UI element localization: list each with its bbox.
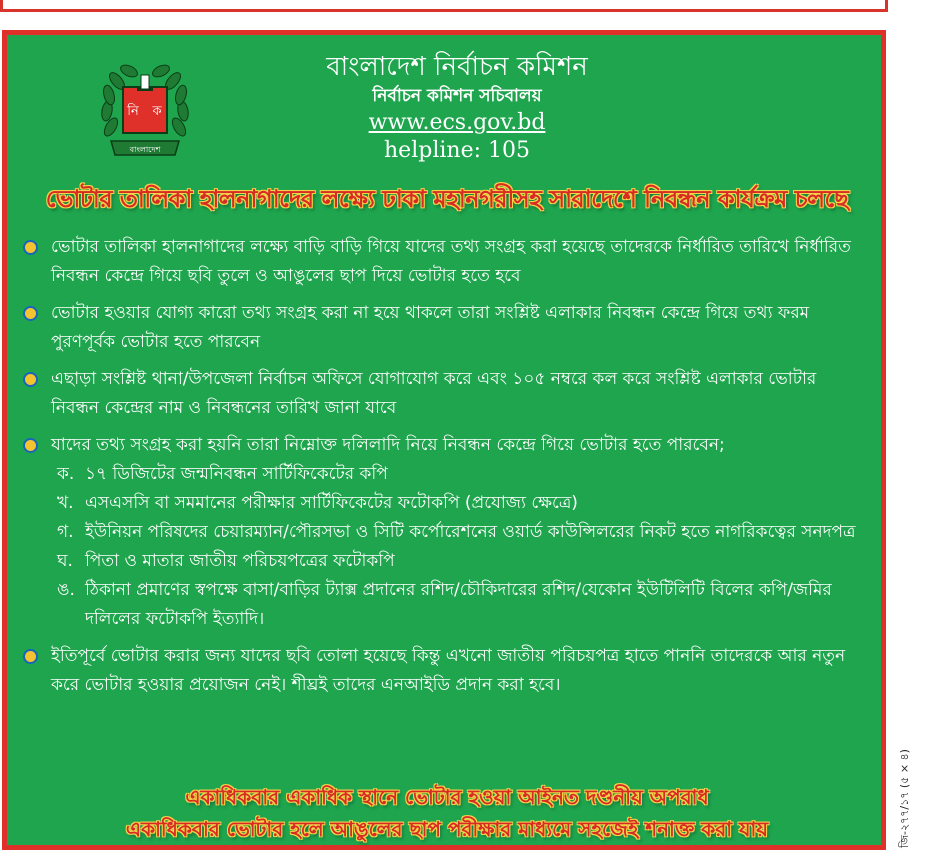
list-item [21, 642, 869, 700]
org-title: বাংলাদেশ নির্বাচন কমিশন [326, 52, 588, 82]
helpline-number: helpline: 105 [384, 138, 530, 163]
website-link[interactable]: www.ecs.gov.bd [368, 110, 546, 135]
instruction-list [21, 233, 869, 708]
list-item [21, 365, 869, 423]
document-mark: ঙ. [57, 580, 75, 600]
list-item-text: ভোটার তালিকা হালনাগাদের লক্ষ্যে বাড়ি বাড়ি গিয়ে যাদের তথ্য সংগ্রহ করা হয়েছে তাদেরকে নির্ধারিত তারিখে নির্ধারিত নিবন্ধন কেন্দ্রে গিয়ে ছবি তুলে ও আঙুলের ছাপ দিয়ে ভোটার হতে হবে [51, 237, 851, 286]
bullet-dot [25, 242, 36, 253]
document-item [51, 547, 869, 576]
document-mark: ক. [57, 464, 75, 484]
bullet-dot [25, 651, 36, 662]
document-item [51, 489, 869, 518]
previous-ad-border [0, 0, 888, 12]
ad-code: জি-২৭৭/১৭ (৫ × ৪) [898, 749, 911, 848]
document-mark: খ. [57, 493, 74, 513]
election-commission-logo [97, 57, 193, 161]
document-item [51, 518, 869, 547]
document-text: ঠিকানা প্রমাণের স্বপক্ষে বাসা/বাড়ির ট্যাক্স প্রদানের রশিদ/চৌকিদারের রশিদ/যেকোন ইউটিলিটি বিলের কপি/জমির দলিলের ফটোকপি ইত্যাদি। [85, 580, 832, 629]
list-item-text: যাদের তথ্য সংগ্রহ করা হয়নি তারা নিম্নোক্ত দলিলাদি নিয়ে নিবন্ধন কেন্দ্রে গিয়ে ভোটার হতে পারবেন; [51, 435, 725, 455]
org-subtitle: নির্বাচন কমিশন সচিবালয় [372, 86, 542, 106]
document-text: ১৭ ডিজিটের জন্মনিবন্ধন সার্টিফিকেটের কপি [85, 464, 388, 484]
list-item [21, 299, 869, 357]
logo-right-char: ক [152, 104, 162, 119]
document-item [51, 576, 869, 634]
logo-left-char: নি [127, 104, 139, 119]
header-block [197, 51, 717, 165]
warning-line-2: একাধিকবার ভোটার হলে আঙুলের ছাপ পরীক্ষার মাধ্যমে সহজেই শনাক্ত করা যায় [125, 817, 769, 841]
document-mark: ঘ. [57, 551, 73, 571]
document-item [51, 460, 869, 489]
list-item-text: এছাড়া সংশ্লিষ্ট থানা/উপজেলা নির্বাচন অফিসে যোগাযোগ করে এবং ১০৫ নম্বরে কল করে সংশ্লিষ্ট এলাকার ভোটার নিবন্ধন কেন্দ্রের নাম ও নিবন্ধনের তারিখ জানা যাবে [51, 369, 817, 418]
logo-ribbon-text: বাংলাদেশ [129, 145, 161, 154]
ballot-paper [141, 75, 149, 89]
document-text: পিতা ও মাতার জাতীয় পরিচয়পত্রের ফটোকপি [85, 551, 395, 571]
list-item [21, 233, 869, 291]
warning-line-1: একাধিকবার একাধিক স্থানে ভোটার হওয়া আইনত দণ্ডনীয় অপরাধ [185, 785, 709, 809]
list-item-text: ইতিপূর্বে ভোটার করার জন্য যাদের ছবি তোলা হয়েছে কিন্তু এখনো জাতীয় পরিচয়পত্র হাতে পাননি তাদেরকে আর নতুন করে ভোটার হওয়ার প্রয়োজন নেই। শীঘ্রই তাদের এনআইডি প্রদান করা হবে। [51, 646, 846, 695]
document-list [51, 460, 869, 634]
bullet-dot [25, 308, 36, 319]
document-mark: গ. [57, 522, 74, 542]
document-text: এসএসসি বা সমমানের পরীক্ষার সার্টিফিকেটের ফটোকপি (প্রযোজ্য ক্ষেত্রে) [85, 493, 578, 513]
bullet-dot [25, 440, 36, 451]
bullet-dot [25, 374, 36, 385]
headline-banner: ভোটার তালিকা হালনাগাদের লক্ষ্যে ঢাকা মহানগরীসহ সারাদেশে নিবন্ধন কার্যক্রম চলছে [45, 184, 849, 213]
document-text: ইউনিয়ন পরিষদের চেয়ারম্যান/পৌরসভা ও সিটি কর্পোরেশনের ওয়ার্ড কাউন্সিলরের নিকট হতে নাগরিকত্বের সনদপত্র [85, 522, 856, 542]
list-item [21, 431, 869, 634]
list-item-text: ভোটার হওয়ার যোগ্য কারো তথ্য সংগ্রহ করা না হয়ে থাকলে তারা সংশ্লিষ্ট এলাকার নিবন্ধন কেন্দ্রে গিয়ে তথ্য ফরম পুরণপূর্বক ভোটার হতে পারবেন [51, 303, 810, 352]
notice-panel [2, 30, 886, 850]
